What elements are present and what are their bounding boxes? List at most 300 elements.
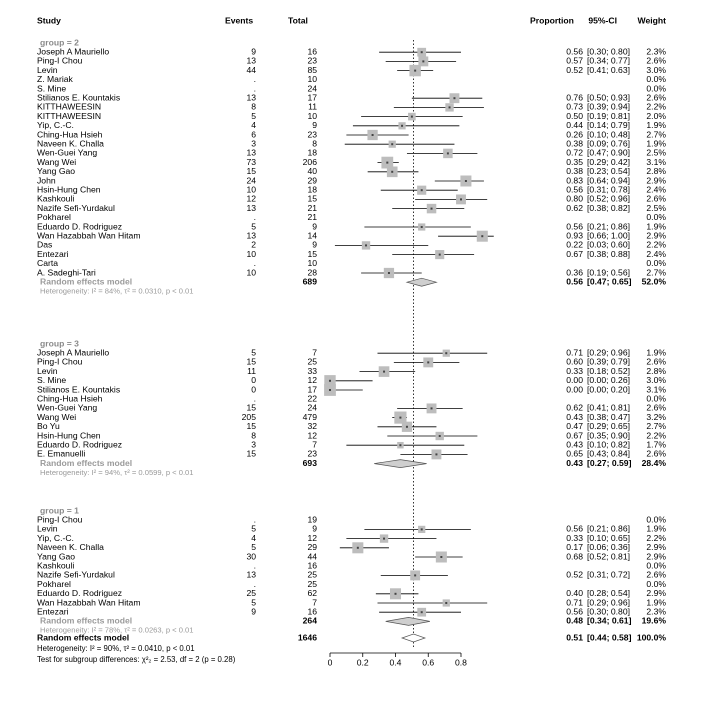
study-total: 21	[307, 202, 317, 213]
study-events: 13	[246, 569, 256, 580]
study-name: Naveen K. Challa	[37, 542, 104, 553]
study-name: Joseph A Mauriello	[37, 347, 110, 358]
study-events: 13	[246, 55, 256, 66]
estimate-center	[439, 435, 441, 437]
estimate-center	[453, 97, 455, 99]
study-name: Eduardo D. Rodriguez	[37, 439, 123, 450]
study-row	[37, 203, 666, 213]
study-total: 25	[307, 569, 317, 580]
study-events: 11	[247, 365, 256, 376]
study-proportion: 0.22	[566, 239, 583, 250]
study-proportion: 0.56	[566, 221, 583, 232]
study-ci: [0.52; 0.96]	[587, 193, 631, 204]
study-name: Naveen K. Challa	[37, 138, 104, 149]
x-axis-ticks	[328, 653, 468, 667]
study-weight: 2.4%	[646, 248, 666, 259]
study-ci: [0.41; 0.81]	[587, 402, 631, 413]
study-name: KITTHAWEESIN	[37, 110, 102, 121]
study-weight: 1.9%	[646, 597, 666, 608]
study-total: 9	[312, 239, 317, 250]
estimate-center	[481, 235, 483, 237]
study-events: 9	[251, 606, 256, 617]
study-weight: 2.4%	[646, 184, 666, 195]
study-name: Ping-I Chou	[37, 356, 83, 367]
column-headers	[37, 15, 666, 25]
study-weight: 2.8%	[646, 365, 666, 376]
study-name: Eduardo D. Rodriguez	[37, 588, 123, 599]
group-label: group = 1	[40, 505, 79, 516]
study-proportion: 0.00	[566, 384, 583, 395]
study-total: 7	[312, 439, 317, 450]
study-name: Ching-Hua Hsieh	[37, 129, 103, 140]
study-name: Levin	[37, 523, 58, 534]
study-ci: [0.19; 0.81]	[587, 110, 631, 121]
study-ci: [0.35; 0.90]	[587, 430, 631, 441]
study-ci: [0.31; 0.72]	[587, 569, 631, 580]
study-ci: [0.10; 0.82]	[587, 439, 631, 450]
study-weight: 2.9%	[646, 588, 666, 599]
study-events: 15	[246, 421, 256, 432]
study-ci: [0.30; 0.80]	[587, 606, 631, 617]
study-weight: 2.9%	[646, 542, 666, 553]
study-weight: 0.0%	[646, 74, 666, 85]
study-ci: [0.31; 0.78]	[587, 184, 631, 195]
estimate-center	[460, 198, 462, 200]
study-weight: 2.3%	[646, 606, 666, 617]
study-proportion: 0.62	[566, 202, 583, 213]
subgroup-heterogeneity: Heterogeneity: I² = 94%, τ² = 0.0599, p < 0.01	[40, 467, 194, 477]
study-weight: 2.9%	[646, 230, 666, 241]
study-proportion: 0.73	[566, 101, 583, 112]
study-events: 0	[251, 384, 256, 395]
study-proportion: 0.56	[566, 46, 583, 57]
study-total: 9	[312, 120, 317, 131]
estimate-center	[391, 143, 393, 145]
study-proportion: 0.67	[566, 248, 583, 259]
study-total: 7	[312, 597, 317, 608]
study-events: .	[253, 258, 256, 269]
study-ci: [0.43; 0.84]	[587, 448, 631, 459]
study-events: 2	[251, 239, 256, 250]
study-total: 25	[307, 356, 317, 367]
study-weight: 2.9%	[646, 551, 666, 562]
subgroup-test: Test for subgroup differences: χ²₂ = 2.53, df = 2 (p = 0.28)	[37, 655, 236, 665]
study-proportion: 0.00	[566, 375, 583, 386]
study-ci: [0.38; 0.88]	[587, 248, 631, 259]
study-total: 11	[308, 101, 317, 112]
estimate-center	[383, 538, 385, 540]
study-total: 16	[307, 46, 317, 57]
study-total: 28	[307, 267, 317, 278]
study-ci: [0.39; 0.79]	[587, 356, 631, 367]
study-name: S. Mine	[37, 83, 67, 94]
study-name: Yip, C.-C.	[37, 120, 74, 131]
subgroup-model-weight: 19.6%	[641, 615, 666, 626]
study-events: 44	[246, 64, 256, 75]
study-total: 32	[307, 421, 317, 432]
study-weight: 2.7%	[646, 421, 666, 432]
study-events: 3	[251, 138, 256, 149]
study-weight: 0.0%	[646, 578, 666, 589]
study-weight: 0.0%	[646, 212, 666, 223]
overall-heterogeneity: Heterogeneity: I² = 90%, τ² = 0.0410, p < 0.01	[37, 644, 195, 654]
estimate-center	[414, 574, 416, 576]
subgroup-model-label: Random effects model	[40, 615, 133, 626]
estimate-center	[421, 51, 423, 53]
subgroup-model-weight: 52.0%	[641, 276, 666, 287]
estimate-center	[414, 70, 416, 72]
study-proportion: 0.83	[566, 175, 583, 186]
study-name: Bo Yu	[37, 421, 60, 432]
estimate-center	[411, 116, 413, 118]
study-total: 44	[307, 551, 317, 562]
study-total: 10	[307, 110, 317, 121]
study-weight: 2.6%	[646, 55, 666, 66]
study-ci: [0.29; 0.96]	[587, 347, 631, 358]
study-events: 6	[251, 129, 256, 140]
study-events: 15	[246, 402, 256, 413]
subgroup-model-weight: 28.4%	[641, 457, 666, 468]
study-events: 12	[246, 193, 256, 204]
subgroup-model-proportion: 0.43	[566, 457, 583, 468]
study-proportion: 0.43	[566, 411, 583, 422]
study-total: 24	[307, 83, 317, 94]
study-name: Z. Mariak	[37, 74, 73, 85]
study-total: 33	[307, 365, 317, 376]
estimate-center	[427, 361, 429, 363]
estimate-center	[406, 426, 408, 428]
study-name: S. Mine	[37, 375, 67, 386]
study-total: 40	[307, 166, 317, 177]
study-weight: 1.9%	[646, 523, 666, 534]
group-label: group = 2	[40, 37, 79, 48]
estimate-center	[372, 134, 374, 136]
study-weight: 2.7%	[646, 129, 666, 140]
study-name: Nazife Sefi-Yurdakul	[37, 569, 115, 580]
overall-model-total: 1646	[297, 632, 317, 643]
study-ci: [0.00; 0.20]	[587, 384, 631, 395]
estimate-center	[329, 380, 331, 382]
study-weight: 2.2%	[646, 239, 666, 250]
study-row	[37, 570, 666, 581]
study-events: .	[253, 83, 256, 94]
study-weight: 2.2%	[646, 532, 666, 543]
study-proportion: 0.47	[566, 421, 583, 432]
study-proportion: 0.76	[566, 92, 583, 103]
subgroup-model-ci: [0.27; 0.59]	[587, 457, 632, 468]
study-name: Kashkouli	[37, 560, 75, 571]
subgroup-model-total: 264	[302, 615, 317, 626]
study-name: Entezari	[37, 248, 69, 259]
study-ci: [0.21; 0.86]	[587, 221, 631, 232]
study-ci: [0.66; 1.00]	[587, 230, 631, 241]
study-weight: 0.0%	[646, 258, 666, 269]
estimate-center	[386, 162, 388, 164]
study-ci: [0.64; 0.94]	[587, 175, 631, 186]
study-events: 13	[246, 230, 256, 241]
study-ci: [0.39; 0.94]	[587, 101, 631, 112]
study-proportion: 0.43	[566, 439, 583, 450]
subgroup-heterogeneity: Heterogeneity: I² = 78%, τ² = 0.0263, p < 0.01	[40, 625, 194, 635]
study-total: 16	[307, 606, 317, 617]
study-name: Joseph A Mauriello	[37, 46, 110, 57]
estimate-center	[399, 444, 401, 446]
estimate-center	[388, 272, 390, 274]
estimate-center	[329, 389, 331, 391]
study-events: 5	[251, 221, 256, 232]
plot-layer	[37, 37, 666, 664]
study-name: Wen-Guei Yang	[37, 402, 98, 413]
study-weight: 1.9%	[646, 347, 666, 358]
subgroup-model-label: Random effects model	[40, 276, 133, 287]
study-events: 5	[251, 542, 256, 553]
x-tick-label: 0.2	[356, 657, 369, 668]
study-name: E. Emanuelli	[37, 448, 86, 459]
study-total: 23	[307, 448, 317, 459]
study-weight: 2.6%	[646, 402, 666, 413]
study-name: Yip, C.-C.	[37, 532, 74, 543]
study-ci: [0.41; 0.63]	[587, 64, 631, 75]
overall-model-proportion: 0.51	[566, 632, 583, 643]
study-weight: 1.9%	[646, 221, 666, 232]
study-name: Stilianos E. Kountakis	[37, 92, 121, 103]
subgroup-diamond	[407, 278, 436, 286]
study-proportion: 0.56	[566, 184, 583, 195]
study-total: 24	[307, 402, 317, 413]
study-row	[37, 551, 666, 562]
study-weight: 2.6%	[646, 193, 666, 204]
subgroup-model-proportion: 0.56	[566, 276, 583, 287]
subgroup-model-proportion: 0.48	[566, 615, 583, 626]
study-total: 8	[312, 138, 317, 149]
estimate-center	[435, 453, 437, 455]
estimate-center	[439, 254, 441, 256]
study-name: Das	[37, 239, 53, 250]
study-name: Entezari	[37, 606, 69, 617]
estimate-center	[395, 593, 397, 595]
study-name: Wen-Guei Yang	[37, 147, 98, 158]
x-tick-label: 0.4	[389, 657, 402, 668]
study-proportion: 0.17	[566, 542, 583, 553]
subgroup-diamond	[374, 460, 426, 468]
estimate-center	[401, 125, 403, 127]
study-row	[37, 65, 666, 76]
study-weight: 2.6%	[646, 92, 666, 103]
study-events: .	[253, 212, 256, 223]
study-events: 5	[251, 597, 256, 608]
study-proportion: 0.71	[566, 347, 583, 358]
overall-model-ci: [0.44; 0.58]	[587, 632, 632, 643]
study-total: 29	[307, 175, 317, 186]
header-ci: 95%-CI	[588, 15, 617, 26]
study-ci: [0.29; 0.42]	[587, 156, 631, 167]
study-total: 62	[307, 588, 317, 599]
study-proportion: 0.52	[566, 64, 583, 75]
study-row	[37, 249, 666, 259]
study-proportion: 0.56	[566, 606, 583, 617]
study-name: Wan Hazabbah Wan Hitam	[37, 230, 141, 241]
study-proportion: 0.60	[566, 356, 583, 367]
study-total: 23	[307, 129, 317, 140]
estimate-center	[431, 407, 433, 409]
study-ci: [0.19; 0.56]	[587, 267, 631, 278]
study-name: Ching-Hua Hsieh	[37, 393, 103, 404]
study-weight: 1.7%	[646, 439, 666, 450]
study-row	[37, 74, 666, 84]
study-total: 22	[307, 393, 317, 404]
study-ci: [0.52; 0.81]	[587, 551, 631, 562]
estimate-center	[357, 547, 359, 549]
study-ci: [0.47; 0.90]	[587, 147, 631, 158]
study-proportion: 0.71	[566, 597, 583, 608]
study-proportion: 0.40	[566, 588, 583, 599]
study-events: 4	[251, 532, 256, 543]
study-proportion: 0.56	[566, 523, 583, 534]
study-name: KITTHAWEESIN	[37, 101, 102, 112]
study-events: 13	[246, 202, 256, 213]
subgroup-model-total: 693	[302, 457, 317, 468]
study-proportion: 0.44	[566, 120, 583, 131]
estimate-center	[447, 152, 449, 154]
x-tick-label: 0.6	[422, 657, 435, 668]
study-name: Hsin-Hung Chen	[37, 184, 101, 195]
study-weight: 2.6%	[646, 356, 666, 367]
study-weight: 1.9%	[646, 138, 666, 149]
study-name: A. Sadeghi-Tari	[37, 267, 96, 278]
study-ci: [0.06; 0.36]	[587, 542, 631, 553]
study-name: Nazife Sefi-Yurdakul	[37, 202, 115, 213]
study-proportion: 0.65	[566, 448, 583, 459]
study-ci: [0.10; 0.48]	[587, 129, 631, 140]
study-total: 10	[307, 258, 317, 269]
study-name: Levin	[37, 64, 58, 75]
study-total: 21	[307, 212, 317, 223]
overall-model-label: Random effects model	[37, 632, 130, 643]
study-proportion: 0.38	[566, 166, 583, 177]
study-total: 85	[307, 64, 317, 75]
study-events: .	[253, 393, 256, 404]
study-events: 13	[246, 147, 256, 158]
study-total: 19	[307, 514, 317, 525]
study-weight: 0.0%	[646, 393, 666, 404]
subgroup-model-label: Random effects model	[40, 457, 133, 468]
study-events: 25	[246, 588, 256, 599]
study-events: 5	[251, 110, 256, 121]
study-name: Carta	[37, 258, 59, 269]
study-events: .	[253, 560, 256, 571]
study-name: Ping-I Chou	[37, 514, 83, 525]
study-total: 7	[312, 347, 317, 358]
study-proportion: 0.50	[566, 110, 583, 121]
study-total: 206	[302, 156, 317, 167]
study-events: 10	[246, 248, 256, 259]
study-events: 15	[246, 448, 256, 459]
study-ci: [0.14; 0.79]	[587, 120, 631, 131]
study-total: 25	[307, 578, 317, 589]
overall-model-weight: 100.0%	[636, 632, 666, 643]
study-row	[37, 384, 666, 396]
study-weight: 2.2%	[646, 430, 666, 441]
study-ci: [0.29; 0.65]	[587, 421, 631, 432]
study-events: 24	[246, 175, 256, 186]
study-name: Wang Wei	[37, 156, 77, 167]
study-total: 10	[307, 74, 317, 85]
study-events: 5	[251, 523, 256, 534]
study-name: Pokharel	[37, 212, 71, 223]
study-weight: 1.9%	[646, 120, 666, 131]
estimate-center	[421, 189, 423, 191]
study-events: .	[253, 74, 256, 85]
study-proportion: 0.93	[566, 230, 583, 241]
study-name: Wang Wei	[37, 411, 77, 422]
estimate-center	[365, 244, 367, 246]
study-events: 5	[251, 347, 256, 358]
study-total: 9	[312, 523, 317, 534]
study-total: 17	[307, 384, 317, 395]
header-weight: Weight	[637, 15, 666, 26]
estimate-center	[421, 226, 423, 228]
study-total: 9	[312, 221, 317, 232]
estimate-center	[421, 611, 423, 613]
study-total: 18	[307, 184, 317, 195]
study-name: John	[37, 175, 56, 186]
study-ci: [0.09; 0.76]	[587, 138, 631, 149]
estimate-center	[465, 180, 467, 182]
study-weight: 2.0%	[646, 110, 666, 121]
study-name: Kashkouli	[37, 193, 75, 204]
study-total: 12	[307, 375, 317, 386]
study-total: 18	[307, 147, 317, 158]
study-events: 205	[241, 411, 256, 422]
study-total: 16	[307, 560, 317, 571]
study-weight: 2.3%	[646, 46, 666, 57]
x-tick-label: 0.8	[455, 657, 467, 668]
study-proportion: 0.72	[566, 147, 583, 158]
study-total: 479	[302, 411, 317, 422]
study-total: 15	[307, 248, 317, 259]
estimate-center	[422, 60, 424, 62]
study-events: 10	[246, 267, 256, 278]
study-weight: 2.5%	[646, 202, 666, 213]
study-proportion: 0.33	[566, 532, 583, 543]
study-total: 23	[307, 55, 317, 66]
study-total: 14	[307, 230, 317, 241]
study-events: .	[253, 578, 256, 589]
study-weight: 3.0%	[646, 375, 666, 386]
estimate-center	[399, 417, 401, 419]
study-weight: 3.1%	[646, 156, 666, 167]
estimate-center	[431, 208, 433, 210]
estimate-center	[449, 106, 451, 108]
study-proportion: 0.38	[566, 138, 583, 149]
study-ci: [0.38; 0.47]	[587, 411, 631, 422]
estimate-center	[421, 528, 423, 530]
study-proportion: 0.68	[566, 551, 583, 562]
study-proportion: 0.62	[566, 402, 583, 413]
study-name: Eduardo D. Rodriguez	[37, 221, 123, 232]
study-events: 0	[251, 375, 256, 386]
study-total: 12	[307, 532, 317, 543]
header-total: Total	[288, 15, 308, 26]
study-proportion: 0.33	[566, 365, 583, 376]
study-weight: 2.9%	[646, 175, 666, 186]
study-weight: 2.6%	[646, 448, 666, 459]
study-proportion: 0.35	[566, 156, 583, 167]
overall-diamond	[402, 634, 425, 642]
study-events: 8	[251, 101, 256, 112]
x-axis	[328, 653, 468, 667]
group-label: group = 3	[40, 338, 79, 349]
